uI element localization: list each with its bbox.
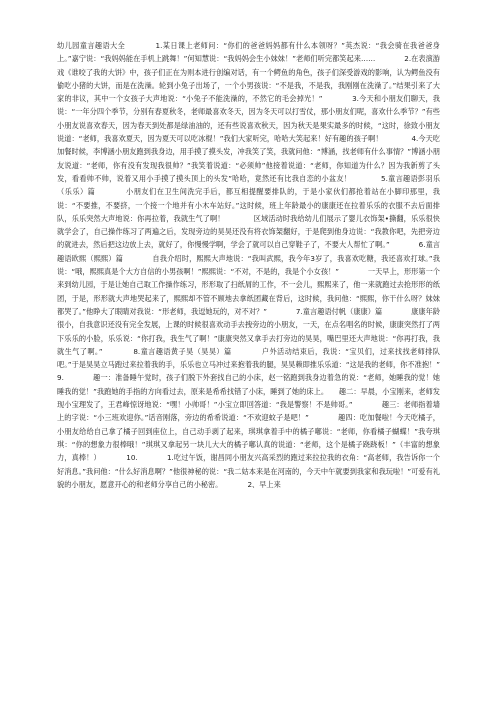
body-text: 幼儿园童言趣语大全 1.某日课上老师问：“你们的爸爸妈妈都有什么本领呀？”英杰说：“我会骑在我爸爸身上。”嘉宁说：“我妈妈能在手机上跳舞！”何知慧说：“我妈妈会生小妹妹！”老师们听完都笑起来…… 2.在表演游戏《谁咬了我的大饼》中，孩子们正在为则本进行创编对话，有一个鳄鱼的角色，孩子们深受游戏的影响，认为鳄鱼没有偷吃小猪的大饼，而是在洗澡。轮到小兔子出场了，一个小男孩说：“不是我，不是我，我刚刚在洗澡了。”结果引来了大家的非议，其中一个女孩子大声地说：“小兔子不能洗澡的，不然它的毛会掉光！” 3.今天和小朋友们聊天，我说：“一年分四个季节，分别有春夏秋冬，老师最喜欢冬天，因为冬天可以打雪仗，那小朋友们呢，喜欢什么季节？”有些小朋友说喜欢春天，因为春天到处都是绿油油的，还有些说喜欢秋天，因为秋天是果实最多的时候，“这时，徐致小朋友说道：“老师，我喜欢夏天，因为夏天可以吃冰棍！”我们大家听完，哈哈大笑起来！好有趣的孩子啊！ 4.今天吃加餐时候，李博涵小朋友跑到我身边，用手摸了摸头发，冲我笑了笑，我就问他：“博涵，找老师有什么事情？”博涵小朋友说道：“老师，你有没有发现我很帅？”我笑着说道：“必须帅”他接着说道：“老师，你知道为什么？因为我新剪了头发，看看帅不帅，说着又用小手摸了摸头顶上的头发”哈哈，竟然还有比我自恋的小盆友！ 5.童言趣语彭羽乐（乐乐）篇 小朋友们在卫生间洗完手后，都互相提醒要排队的，于是小家伙们都抢着站在小脚印那里，我说：“不要推，不要挤，一个接一个地并有小木车站好。”这时候，班上年龄最小的康康还在拉着乐乐的衣服不去后面排队，乐乐突然大声地说：你再拉着，我就生气了啊！ 区域活动时我给幼儿们展示了婴儿衣饰架•撕翻，乐乐很快就学会了，自己操作练习了两遍之后，发现旁边的昊昊还没有将衣饰架翻好，于是爬到他身边说：“我教你吧，先把旁边的就进去，然后把这边放上去，就好了，你慢慢学啊，学会了就可以自己穿鞋子了，不要大人帮忙了啊。” 6.童言趣语欧熙（熙熙）篇 自我介绍时，熙熙大声地说：“我叫武熙，我今年3岁了，我喜欢吃糖，我还喜欢打球。”我说：“哦，熙熙真是个大方自信的小男孩啊！”熙熙说：“不对，不是的，我是个小女孩！” 一天早上，形形第一个来到幼儿园，于是让她自己取工作操作练习，形形取了扫纸屑的工作，不一会儿，熙熙来了，他一来就跑过去抢形形的纸团，于是，形形就大声地哭起来了，熙熙却不管不顾地去拿纸团藏在背后，这时候，我问他：“熙熙，你干什么呀？妹妹都哭了。”他睁大了眼睛对我说：“形老师，我逗她玩的，对不对？” 7.童言趣语付帆（康康）篇 康康年龄很小，自我意识还没有完全发展，上课的时候很喜欢动手去拽旁边的小朋友，一天，在点名唱名的时候，康康突然打了两下乐乐的小脸，乐乐说：“你打我，我生气了啊！”康康突然又拿手去打旁边的昊昊，嘴巴里还大声地说：“你再打我，我就生气了啊。” 8.童言趣语黄子昊（昊昊）篇 户外活动结束后，我说：“宝贝们，过来找找老师排队吧。”于是昊昊立马跑过来拉着我的手，乐乐也立马冲过来抱着我的腿，昊昊赖即推乐乐道：“这是我的老师，你不准抱！” 9. 趣一：准备睡午觉时，孩子们脱下外套找自己的小床，赵一铭跑到我身边着急的说：“老师，她睡我的觉！她睡我的觉！”我跑她的手指的方向看过去，原来是希希找错了小床，睡到了她的床上。 趣二：早晨，小宝刚来，老师发现小宝理发了，王君峰惊讶地说：“嘿！小帅哥！”小宝立即回答道：“我是警察！不是帅哥。” 趣三：老师指着墙上的字说：“小三班欢迎你。”话音刚落，旁边的希希说道：“不欢迎蚊子是吧！” 趣四：吃加餐啦！今天吃橘子，小朋友给给自己拿了橘子回到座位上，自己动手剥了起来，琪琪拿着手中的橘子嘟说：“老师，你看橘子蝴蝶！”我夸琪琪：“你的想象力很棒哦！”琪琪又拿起另一块儿大大的橘子嘟认真的说道：“老师，这个是橘子跷跷板！”（丰富的想象力，真棒！） 10. 1.吃过午饭，谢昌同小朋友兴高采烈的跑过来拉拉我的衣角：“高老师，我告诉你一个好消息。”我问他：“什么好消息啊？”他很神秘的说：“我二姑本来是在河南的，今天中午就要到我家和我玩啦！”可爱有礼貌的小朋友，愿意开心的和老师分享自己的小秘密。 2、早上来 [57,41,469,489]
document-body [57,39,469,491]
